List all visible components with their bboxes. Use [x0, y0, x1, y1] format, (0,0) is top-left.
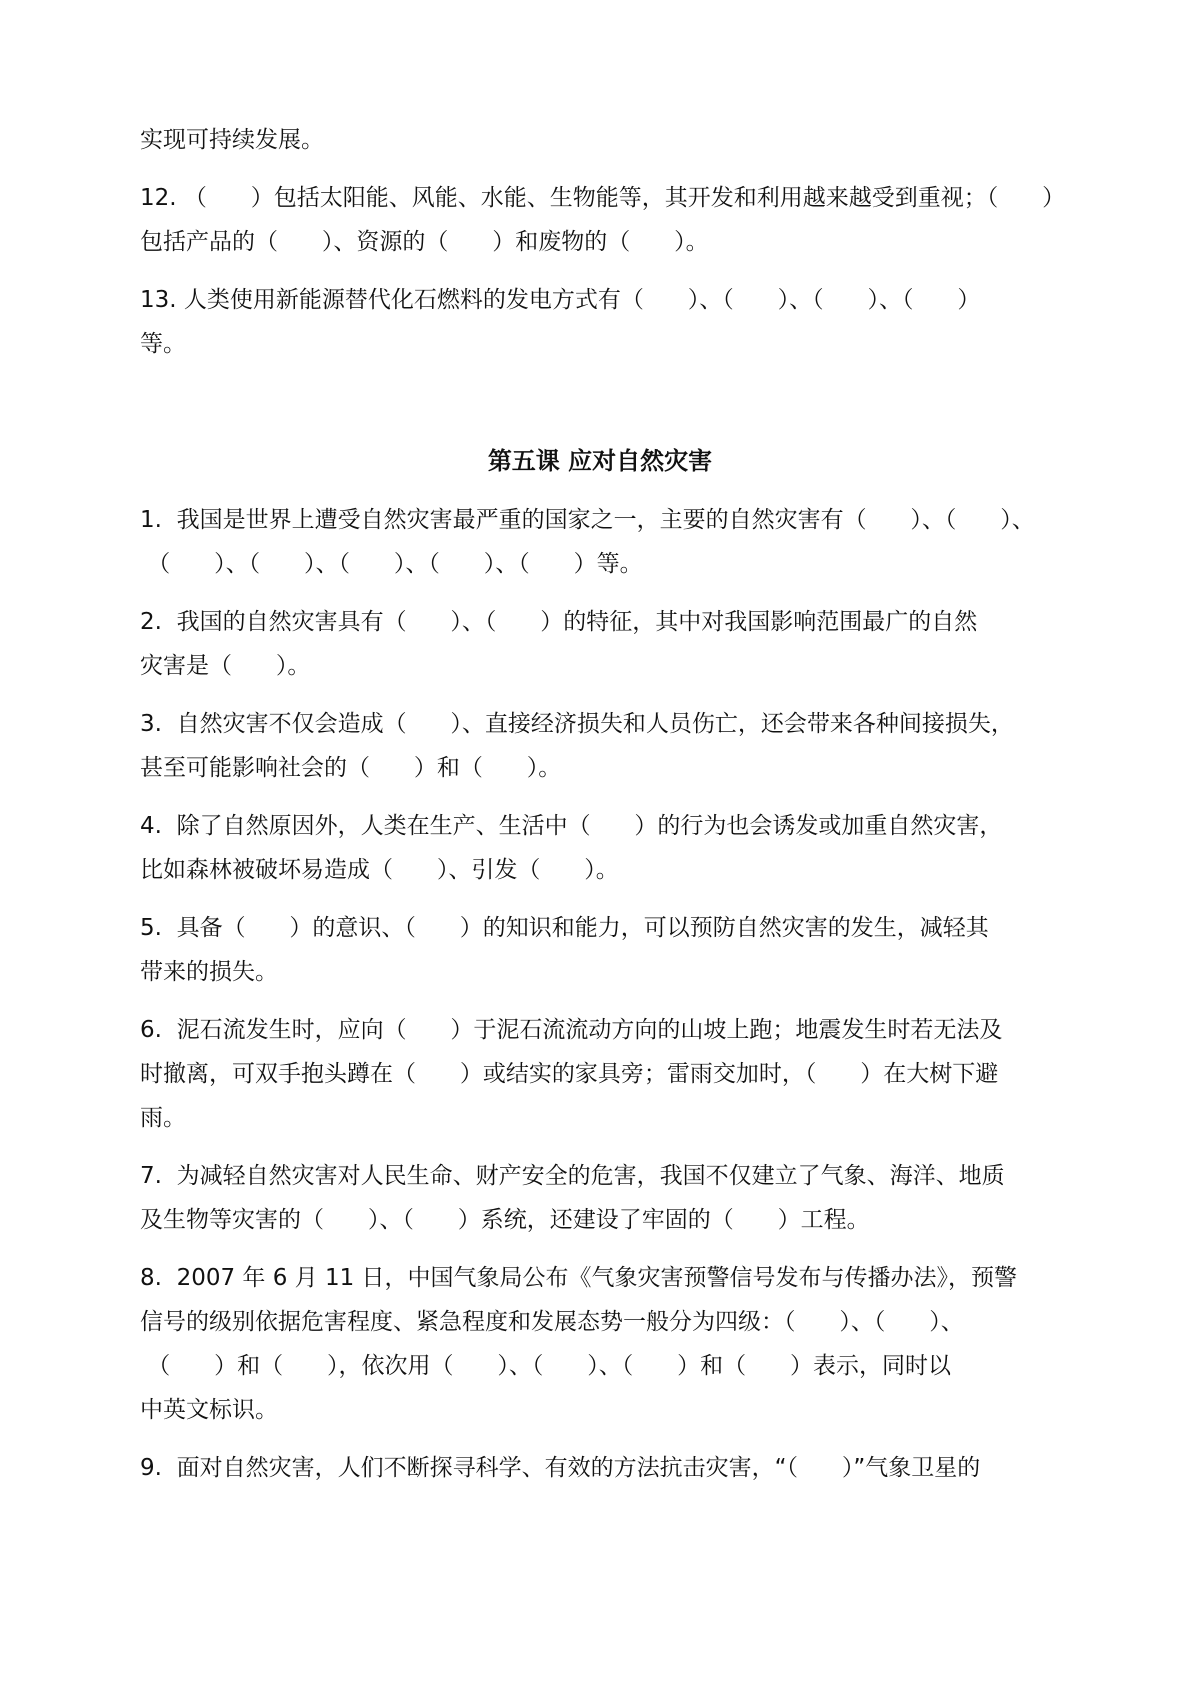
question-1-line-1: 1. 我国是世界上遭受自然灾害最严重的国家之一，主要的自然灾害有（ ）、（ ）、 — [140, 507, 1035, 533]
question-5-line-2: 带来的损失。 — [140, 959, 278, 985]
question-6-line-1: 6. 泥石流发生时，应向（ ）于泥石流流动方向的山坡上跑；地震发生时若无法及 — [140, 1017, 1003, 1043]
question-7-line-1: 7. 为减轻自然灾害对人民生命、财产安全的危害，我国不仅建立了气象、海洋、地质 — [140, 1163, 1005, 1189]
question-13-line-2: 等。 — [140, 331, 186, 357]
question-7-line-2: 及生物等灾害的（ ）、（ ）系统，还建设了牢固的（ ）工程。 — [140, 1207, 870, 1233]
question-12-line-1: 12. （ ）包括太阳能、风能、水能、生物能等，其开发和利用越来越受到重视；（ ） — [140, 185, 1066, 211]
question-6-line-3: 雨。 — [140, 1105, 186, 1131]
lesson-title: 第五课 应对自然灾害 — [487, 447, 713, 475]
question-9-line-1: 9. 面对自然灾害，人们不断探寻科学、有效的方法抗击灾害，“（ ）”气象卫星的 — [140, 1455, 981, 1481]
question-2-line-2: 灾害是（ ）。 — [140, 653, 311, 679]
question-1-line-2: （ ）、（ ）、（ ）、（ ）、（ ）等。 — [140, 551, 643, 577]
question-4-line-1: 4. 除了自然原因外，人类在生产、生活中（ ）的行为也会诱发或加重自然灾害， — [140, 813, 1003, 839]
question-6-line-2: 时撤离，可双手抱头蹲在（ ）或结实的家具旁；雷雨交加时，（ ）在大树下避 — [140, 1061, 999, 1087]
question-3-line-2: 甚至可能影响社会的（ ）和（ ）。 — [140, 755, 562, 781]
question-5-line-1: 5. 具备（ ）的意识、（ ）的知识和能力，可以预防自然灾害的发生，减轻其 — [140, 915, 989, 941]
question-3-line-1: 3. 自然灾害不仅会造成（ ）、直接经济损失和人员伤亡，还会带来各种间接损失， — [140, 711, 1014, 737]
question-12-line-2: 包括产品的（ ）、资源的（ ）和废物的（ ）。 — [140, 229, 709, 255]
question-13-line-1: 13. 人类使用新能源替代化石燃料的发电方式有（ ）、（ ）、（ ）、（ ） — [140, 287, 981, 313]
intro-tail-line: 实现可持续发展。 — [140, 127, 324, 153]
question-8-line-2: 信号的级别依据危害程度、紧急程度和发展态势一般分为四级：（ ）、（ ）、 — [140, 1309, 964, 1335]
question-4-line-2: 比如森林被破坏易造成（ ）、引发（ ）。 — [140, 857, 619, 883]
question-8-line-1: 8. 2007 年 6 月 11 日，中国气象局公布《气象灾害预警信号发布与传播办法》，预警 — [140, 1265, 1018, 1291]
question-8-line-3: （ ）和（ ），依次用（ ）、（ ）、（ ）和（ ）表示，同时以 — [140, 1353, 952, 1379]
question-8-line-4: 中英文标识。 — [140, 1397, 278, 1423]
question-2-line-1: 2. 我国的自然灾害具有（ ）、（ ）的特征，其中对我国影响范围最广的自然 — [140, 609, 978, 635]
